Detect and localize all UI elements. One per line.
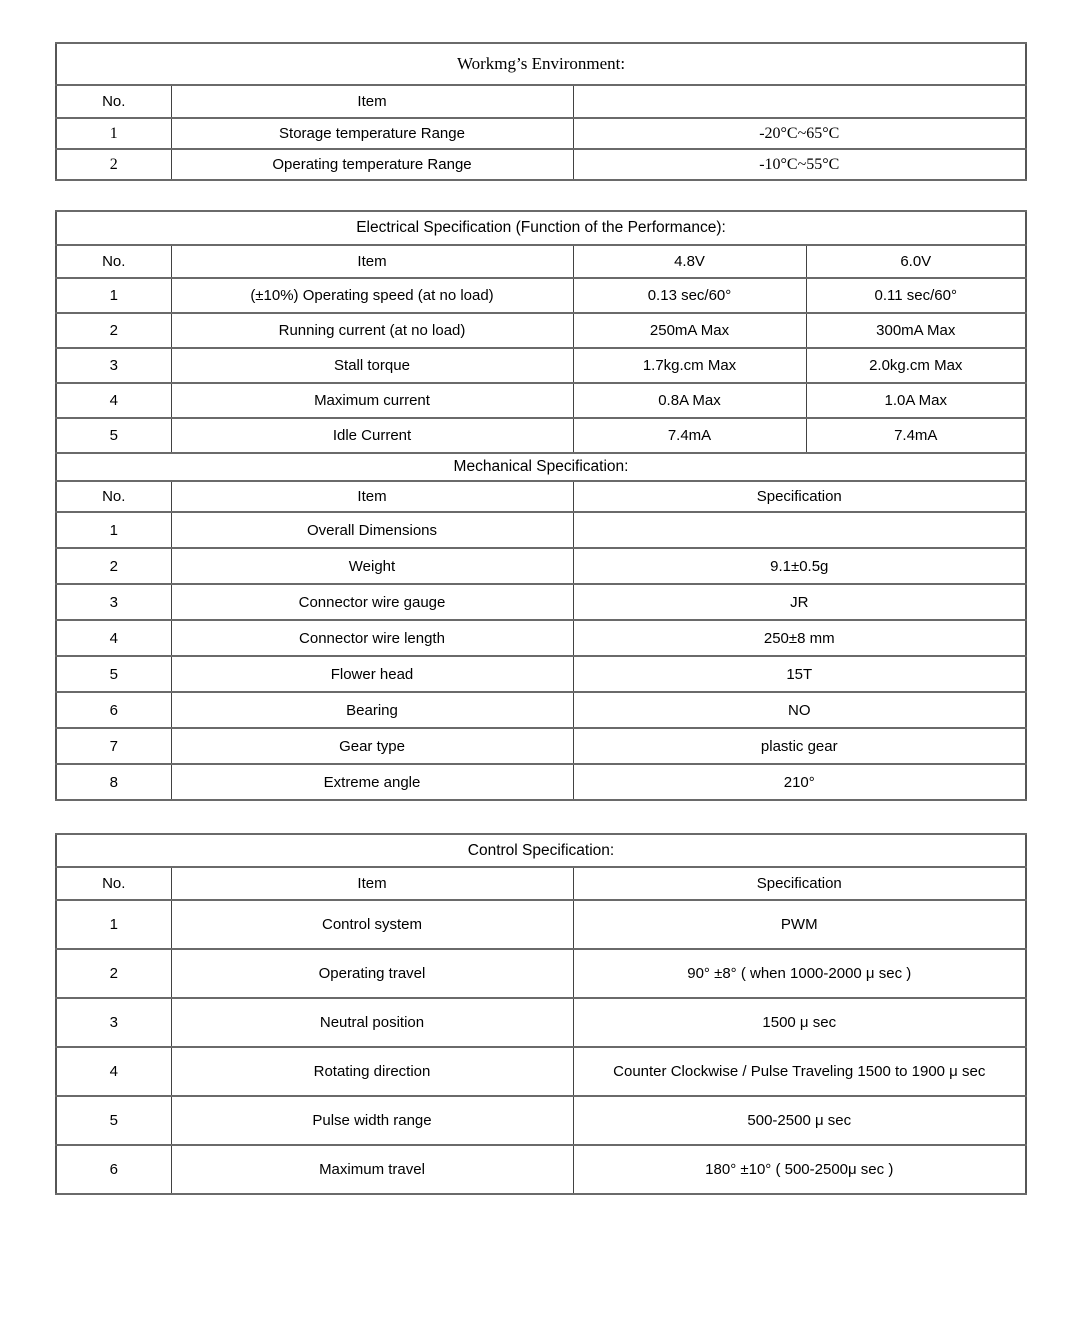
mechanical-cell-6-0: 6	[56, 692, 171, 728]
working_environment-cell-2-0: 2	[56, 149, 171, 180]
mechanical-cell-7-2: plastic gear	[573, 728, 1026, 764]
control-header-0: No.	[56, 867, 171, 900]
mechanical-cell-8-1: Extreme angle	[171, 764, 573, 800]
control-cell-5-1: Pulse width range	[171, 1096, 573, 1145]
document-page	[0, 42, 1080, 1322]
control-specification-table	[55, 833, 1027, 1195]
electrical-mechanical-table	[55, 210, 1027, 801]
mechanical-cell-6-2: NO	[573, 692, 1026, 728]
mechanical-cell-4-2: 250±8 mm	[573, 620, 1026, 656]
electrical-title: Electrical Specification (Function of the Performance):	[56, 211, 1026, 245]
mechanical-header-row	[56, 481, 1026, 512]
control-cell-2-2: 90° ±8° ( when 1000-2000 μ sec )	[573, 949, 1026, 998]
electrical-cell-5-3: 7.4mA	[806, 418, 1026, 453]
working_environment-header-row	[56, 85, 1026, 118]
electrical-cell-5-1: Idle Current	[171, 418, 573, 453]
mechanical-row-1	[56, 512, 1026, 548]
electrical-cell-1-2: 0.13 sec/60°	[573, 278, 806, 313]
control-cell-4-1: Rotating direction	[171, 1047, 573, 1096]
mechanical-row-2	[56, 548, 1026, 584]
electrical-cell-2-1: Running current (at no load)	[171, 313, 573, 348]
mechanical-header-0: No.	[56, 481, 171, 512]
mechanical-cell-1-2	[573, 512, 1026, 548]
mechanical-cell-2-0: 2	[56, 548, 171, 584]
mechanical-cell-2-2: 9.1±0.5g	[573, 548, 1026, 584]
electrical-cell-5-0: 5	[56, 418, 171, 453]
control-cell-6-2: 180° ±10° ( 500-2500μ sec )	[573, 1145, 1026, 1194]
electrical-cell-2-2: 250mA Max	[573, 313, 806, 348]
working_environment-row-2	[56, 149, 1026, 180]
electrical-cell-5-2: 7.4mA	[573, 418, 806, 453]
electrical-cell-3-2: 1.7kg.cm Max	[573, 348, 806, 383]
working_environment-cell-1-2: -20°C~65°C	[573, 118, 1026, 149]
electrical-cell-2-0: 2	[56, 313, 171, 348]
electrical-cell-3-0: 3	[56, 348, 171, 383]
working_environment-row-1	[56, 118, 1026, 149]
control-cell-1-1: Control system	[171, 900, 573, 949]
mechanical-header-2: Specification	[573, 481, 1026, 512]
control-cell-6-1: Maximum travel	[171, 1145, 573, 1194]
mechanical-cell-5-1: Flower head	[171, 656, 573, 692]
mechanical-cell-7-0: 7	[56, 728, 171, 764]
mechanical-cell-4-1: Connector wire length	[171, 620, 573, 656]
mechanical-row-4	[56, 620, 1026, 656]
control-cell-4-2: Counter Clockwise / Pulse Traveling 1500 to 1900 μ sec	[573, 1047, 1026, 1096]
mechanical-cell-1-1: Overall Dimensions	[171, 512, 573, 548]
electrical-cell-1-0: 1	[56, 278, 171, 313]
control-cell-6-0: 6	[56, 1145, 171, 1194]
electrical-header-1: Item	[171, 245, 573, 278]
electrical-cell-4-3: 1.0A Max	[806, 383, 1026, 418]
electrical-title-row	[56, 211, 1026, 245]
mechanical-cell-3-2: JR	[573, 584, 1026, 620]
working_environment-title: Workmg’s Environment:	[56, 43, 1026, 85]
working_environment-header-2	[573, 85, 1026, 118]
electrical-row-4	[56, 383, 1026, 418]
electrical-cell-2-3: 300mA Max	[806, 313, 1026, 348]
mechanical-row-6	[56, 692, 1026, 728]
control-row-2	[56, 949, 1026, 998]
electrical-cell-1-3: 0.11 sec/60°	[806, 278, 1026, 313]
electrical-row-3	[56, 348, 1026, 383]
control-header-2: Specification	[573, 867, 1026, 900]
control-cell-5-2: 500-2500 μ sec	[573, 1096, 1026, 1145]
mechanical-row-3	[56, 584, 1026, 620]
control-row-1	[56, 900, 1026, 949]
mechanical-title: Mechanical Specification:	[56, 453, 1026, 481]
mechanical-header-1: Item	[171, 481, 573, 512]
mechanical-cell-8-2: 210°	[573, 764, 1026, 800]
control-cell-5-0: 5	[56, 1096, 171, 1145]
electrical-cell-3-3: 2.0kg.cm Max	[806, 348, 1026, 383]
control-cell-3-2: 1500 μ sec	[573, 998, 1026, 1047]
control-cell-2-1: Operating travel	[171, 949, 573, 998]
control-row-6	[56, 1145, 1026, 1194]
electrical-header-0: No.	[56, 245, 171, 278]
electrical-cell-4-2: 0.8A Max	[573, 383, 806, 418]
mechanical-row-8	[56, 764, 1026, 800]
electrical-header-row	[56, 245, 1026, 278]
control-cell-3-0: 3	[56, 998, 171, 1047]
electrical-row-1	[56, 278, 1026, 313]
control-row-5	[56, 1096, 1026, 1145]
electrical-row-2	[56, 313, 1026, 348]
mechanical-cell-7-1: Gear type	[171, 728, 573, 764]
control-title: Control Specification:	[56, 834, 1026, 867]
working_environment-header-0: No.	[56, 85, 171, 118]
mechanical-row-5	[56, 656, 1026, 692]
mechanical-cell-5-2: 15T	[573, 656, 1026, 692]
mechanical-cell-1-0: 1	[56, 512, 171, 548]
mechanical-cell-2-1: Weight	[171, 548, 573, 584]
mechanical-cell-3-0: 3	[56, 584, 171, 620]
control-cell-1-0: 1	[56, 900, 171, 949]
control-row-4	[56, 1047, 1026, 1096]
control-cell-3-1: Neutral position	[171, 998, 573, 1047]
control-cell-2-0: 2	[56, 949, 171, 998]
mechanical-cell-4-0: 4	[56, 620, 171, 656]
working_environment-title-row	[56, 43, 1026, 85]
electrical-cell-4-1: Maximum current	[171, 383, 573, 418]
electrical-cell-3-1: Stall torque	[171, 348, 573, 383]
mechanical-cell-8-0: 8	[56, 764, 171, 800]
control-cell-1-2: PWM	[573, 900, 1026, 949]
working_environment-cell-2-2: -10°C~55°C	[573, 149, 1026, 180]
control-header-1: Item	[171, 867, 573, 900]
mechanical-cell-5-0: 5	[56, 656, 171, 692]
mechanical-title-row	[56, 453, 1026, 481]
working_environment-cell-1-0: 1	[56, 118, 171, 149]
working_environment-header-1: Item	[171, 85, 573, 118]
electrical-row-5	[56, 418, 1026, 453]
mechanical-cell-3-1: Connector wire gauge	[171, 584, 573, 620]
control-cell-4-0: 4	[56, 1047, 171, 1096]
electrical-cell-1-1: (±10%) Operating speed (at no load)	[171, 278, 573, 313]
control-row-3	[56, 998, 1026, 1047]
control-header-row	[56, 867, 1026, 900]
electrical-header-2: 4.8V	[573, 245, 806, 278]
working_environment-cell-2-1: Operating temperature Range	[171, 149, 573, 180]
working-environment-table	[55, 42, 1027, 181]
electrical-header-3: 6.0V	[806, 245, 1026, 278]
electrical-cell-4-0: 4	[56, 383, 171, 418]
control-title-row	[56, 834, 1026, 867]
mechanical-cell-6-1: Bearing	[171, 692, 573, 728]
mechanical-row-7	[56, 728, 1026, 764]
working_environment-cell-1-1: Storage temperature Range	[171, 118, 573, 149]
